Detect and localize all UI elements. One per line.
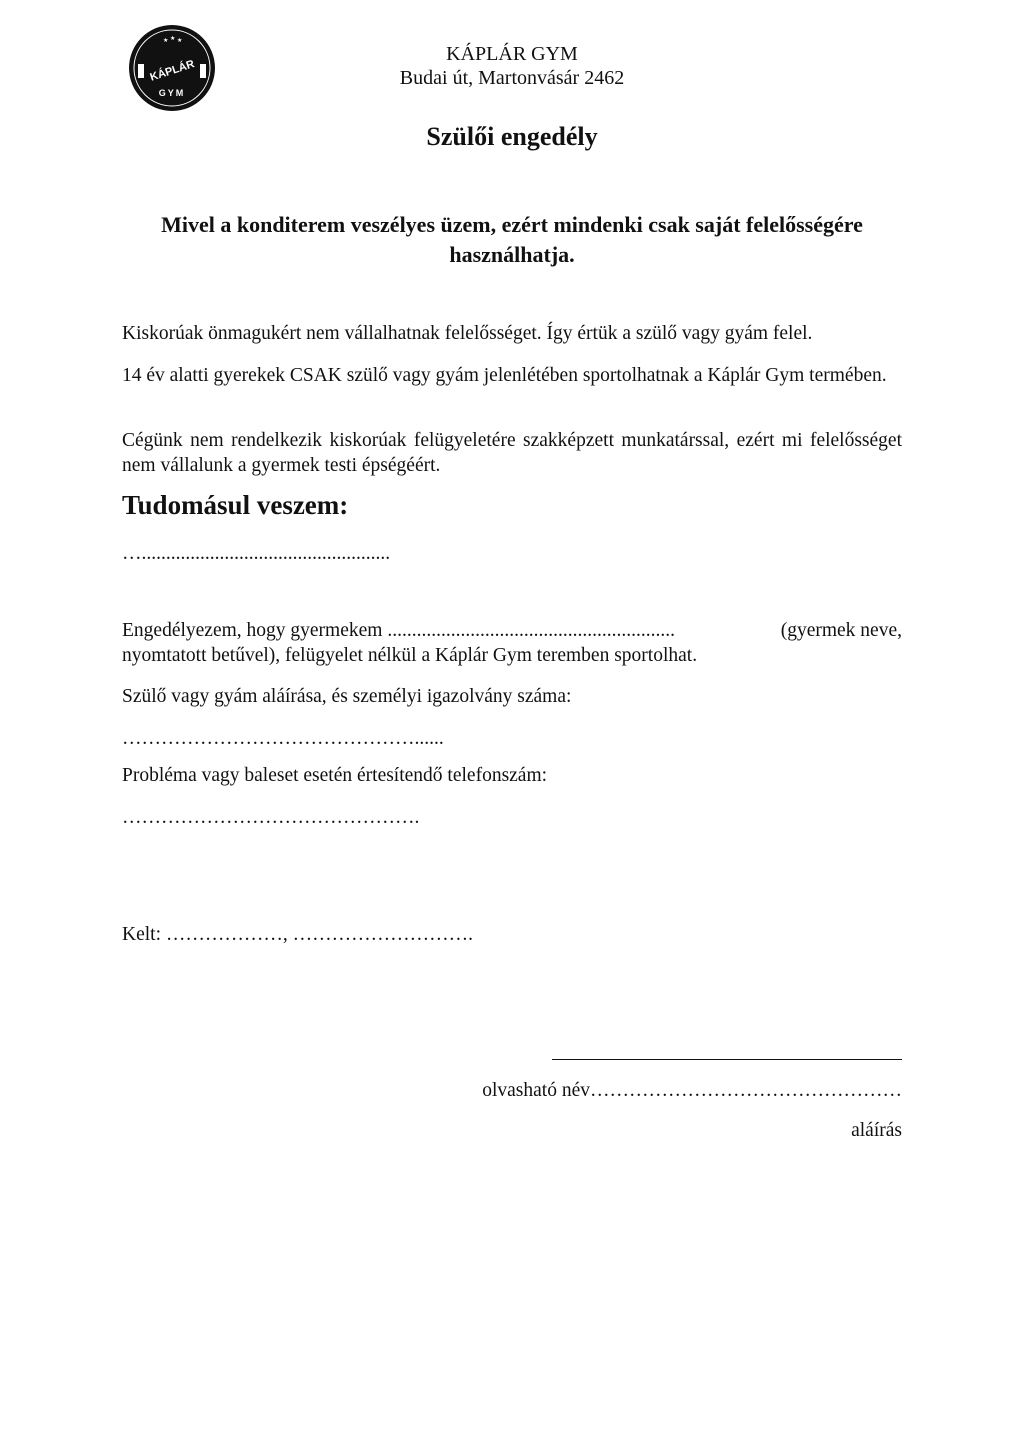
phone-label: Probléma vagy baleset esetén értesítendő telefonszám: [122,765,548,786]
gym-header [300,42,724,90]
permission-statement [122,618,902,668]
barbell-plate-left [138,64,144,78]
permission-end: nyomtatott betűvel), felügyelet nélkül a Káplár Gym teremben sportolhat. [122,645,698,666]
warning-statement: Mivel a konditerem veszélyes üzem, ezért mindenki csak saját felelősségére használhatja. [161,212,863,267]
gym-logo [128,24,216,112]
logo-text-bottom: GYM [158,88,186,98]
barbell-plate-right [200,64,206,78]
readable-name-line: olvasható név………………………………………… [482,1080,902,1101]
date-line: Kelt: ………………, ………………………. [122,924,473,945]
logo-text-top: KÁPLÁR [148,58,196,84]
signature-caption: aláírás [851,1120,902,1141]
signature-rule [552,1059,902,1060]
paragraph-no-supervision: Cégünk nem rendelkezik kiskorúak felügyeletére szakképzett munkatárssal, ezért mi felelősséget nem vállalunk a gyermek testi épségéért. [122,430,902,476]
acknowledgement-heading: Tudomásul veszem: [122,490,349,520]
gym-address: Budai út, Martonvásár 2462 [399,67,625,89]
logo-star-icon: ★ [177,38,183,44]
permission-start: Engedélyezem, hogy gyermekem ........................................................... [122,620,675,641]
paragraph-under-14: 14 év alatti gyerekek CSAK szülő vagy gyám jelenlétében sportolhatnak a Káplár Gym termében. [122,365,887,386]
acknowledgement-blank: …................................................... [122,543,391,564]
paragraph-minors-responsibility: Kiskorúak önmagukért nem vállalhatnak felelősséget. Így értük a szülő vagy gyám felel. [122,323,813,344]
gym-name: KÁPLÁR GYM [446,43,578,65]
logo-star-icon: ★ [170,36,176,42]
signature-label: Szülő vagy gyám aláírása, és személyi igazolvány száma: [122,686,572,707]
logo-star-icon: ★ [163,38,169,44]
document-title: Szülői engedély [426,122,598,151]
phone-blank: ………………………………………. [122,807,420,828]
permission-hint: (gyermek neve, [780,620,902,641]
signature-blank: ………………………………………...... [122,728,444,749]
